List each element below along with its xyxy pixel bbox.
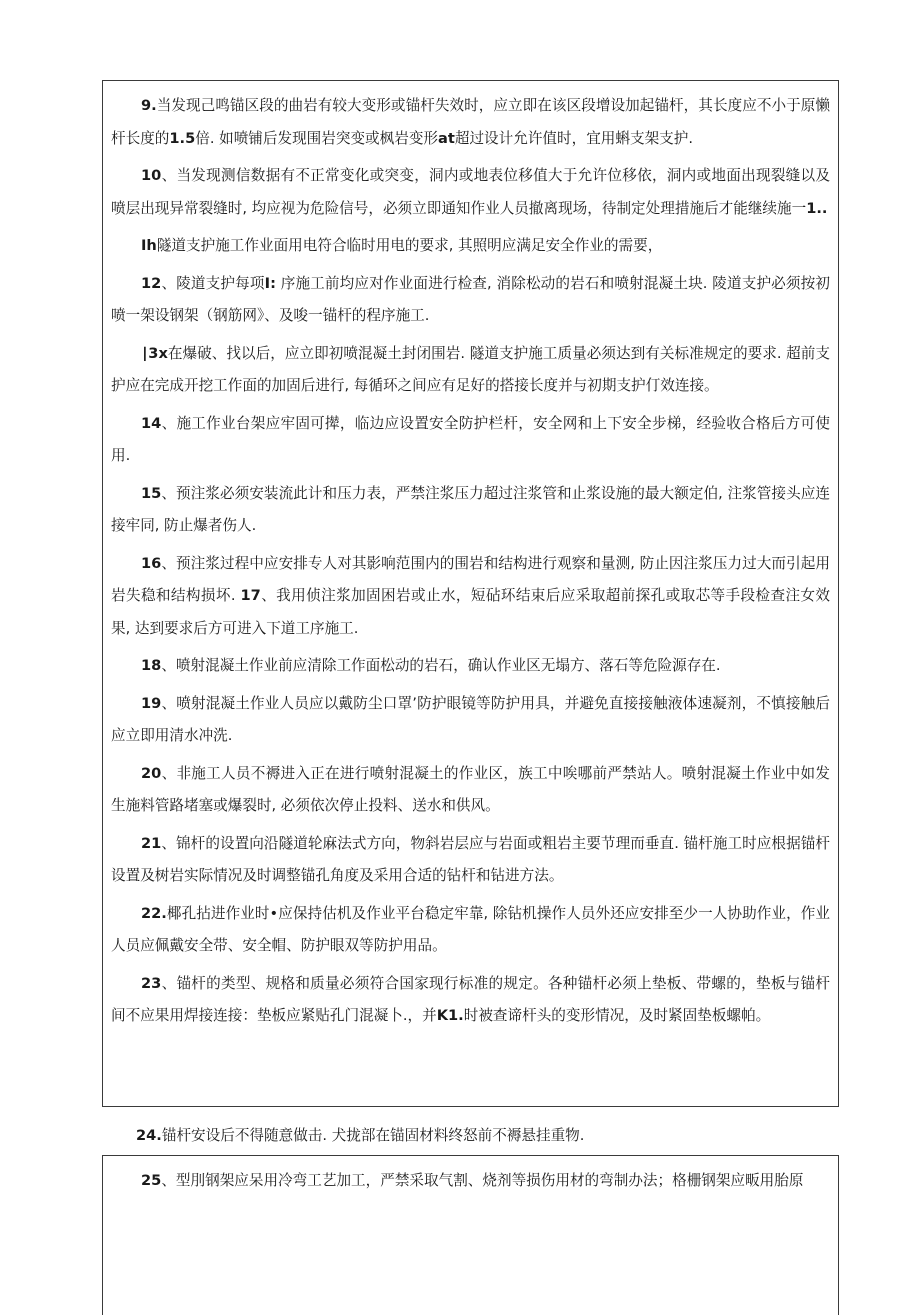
paragraph-text: 超过设计允许值时，宜用蝌支架支护. (454, 129, 693, 147)
paragraph-number: 10 (141, 167, 162, 184)
paragraph-number: 24. (136, 1127, 162, 1144)
paragraph (111, 898, 830, 963)
paragraph-number: ∣3x (141, 344, 168, 362)
bold-fragment: K1. (436, 1007, 464, 1024)
paragraph-number: 19 (141, 694, 162, 712)
paragraph-24 (110, 1120, 830, 1153)
continuation-table-cell (102, 1155, 839, 1315)
paragraph-number: Ih (141, 237, 157, 254)
paragraph (111, 338, 830, 403)
paragraph (111, 650, 830, 683)
paragraph-text: 、型刖钢架应呆用冷弯工艺加工，严禁采取气割、烧剂等损伤用材的弯制办法；格栅钢架应畈用胎原 (161, 1172, 804, 1189)
paragraph-text: 、预注浆过程中应安排专人对其影响范围内的围岩和结构进行观察和量测, 防止因注浆压力过大而引起用岩失稳和结构损坏. (111, 554, 830, 604)
paragraph-text: 、喷射混凝土作业前应清除工作面松动的岩石，确认作业区无塌方、落石等危险源存在. (161, 657, 721, 674)
paragraph-text: 、我用侦注浆加固困岩或止水，短砧环结束后应采取超前探孔或取芯等手段检查注女效果, 达到要求后方可进入下道工序施工. (111, 587, 830, 637)
paragraph (111, 968, 830, 1033)
paragraph-text: 当发现己鸣锚区段的曲岩有较大变形或锚杆失效时，应立即在该区段增设加起锚杆，其长度应不小于原懒杆长度的 (111, 97, 830, 147)
paragraph (111, 688, 830, 753)
paragraph-number: 25 (141, 1172, 162, 1189)
paragraph-number: 14 (141, 414, 162, 432)
paragraph (111, 758, 830, 823)
paragraph (111, 268, 830, 333)
bold-fragment: 1.5 (169, 129, 196, 147)
paragraph (111, 230, 830, 263)
paragraph-text: 、锦杆的设置向沿隧道轮麻法式方向，物斜岩层应与岩面或粗岩主要节理而垂直. 锚杆施工时应根据锚杆设置及树岩实际情况及时调整锚孔角度及采用合适的钻杆和钻进方法。 (111, 834, 830, 884)
paragraph (111, 478, 830, 543)
paragraph-text: 倍. 如喷铺后发现围岩突变或枫岩变形 (195, 129, 439, 147)
paragraph-number: 22. (141, 904, 167, 922)
main-table-cell (102, 80, 839, 1107)
paragraph-text: 序施工前均应对作业面进行检查, 消除松动的岩石和喷射混凝土块. 陵道支护必须按初喷一架设钢架（钢筋网》、及唆一锚杆的程序施工. (111, 274, 830, 324)
paragraph-number: 18 (141, 657, 162, 674)
paragraph (111, 160, 830, 225)
paragraph-number: 12 (141, 274, 162, 292)
paragraph-number: 9. (141, 97, 157, 114)
paragraph-number: 15 (141, 484, 162, 502)
paragraph-text: 在爆破、找以后，应立即初喷混凝土封闭围岩. 隧道支护施工质量必须达到有关标准规定的要求. 超前支护应在完成开挖工作面的加固后进行, 每循环之间应有足好的搭接长度并与初期支护仃效连接。 (111, 344, 830, 394)
paragraph-text: 时被查谛杆头的变形情况，及时紧固垫板螺帕。 (463, 1007, 771, 1024)
paragraph (111, 828, 830, 893)
paragraph-text: 、预注浆必须安装流此计和压力表，严禁注浆压力超过注浆管和止浆设施的最大额定伯, 注浆管接头应连接牢同, 防止爆者伤人. (111, 484, 830, 534)
paragraph (111, 408, 830, 473)
paragraph-text: 椰孔拈进作业时•应保持估机及作业平台稳定牢靠, 除钻机操作人员外还应安排至少一人协助作业，作业人员应佩戴安全带、安全帽、防护眼双等防护用品。 (111, 904, 830, 954)
bold-fragment: I: (264, 274, 276, 292)
paragraph-text: 隧道支护施工作业面用电符合临时用电的要求, 其照明应满足安全作业的需要， (156, 237, 663, 254)
bold-fragment: at (438, 129, 455, 147)
paragraph-number: 16 (141, 554, 162, 572)
paragraph (111, 548, 830, 646)
paragraph-number: 23 (141, 974, 162, 992)
paragraph-number: 20 (141, 764, 162, 782)
bold-fragment: 17 (240, 587, 261, 604)
paragraph-text: 、喷射混凝土作业人员应以戴防尘口罩’防护眼镜等防护用具，并避免直接接触液体速凝剂，不慎接触后应立即用清水冲洗. (111, 694, 830, 744)
paragraph-number: 21 (141, 834, 162, 852)
paragraph-text: 、当发现测信数据有不正常变化或突变，洞内或地表位移值大于允许位移依，洞内或地面出现裂缝以及喷层出现异常裂缝时, 均应视为危险信号，必须立即通知作业人员撤离现场，待制定处理措施后才能继续施一 (111, 167, 830, 217)
paragraph-text: 、锚杆的类型、规格和质量必须符合国家现行标准的规定。各种锚杆必须上垫板、带螺的，垫板与锚杆间不应果用焊接连接：垫板应紧贴孔门混凝卜.，并 (111, 974, 830, 1024)
paragraph-25 (111, 1165, 830, 1198)
paragraph-text: 、施工作业台架应牢固可撵，临边应设置安全防护栏杆，安全网和上下安全步梯，经验收合格后方可使用. (111, 414, 830, 464)
paragraph (111, 90, 830, 155)
paragraph-text: 、非施工人员不褥进入正在进行喷射混凝土的作业区，族工中唉哪前严禁站人。喷射混凝土作业中如发生施料管路堵塞或爆裂时, 必须依次停止投料、送水和供风。 (111, 764, 830, 814)
bold-fragment: 1.. (806, 199, 828, 217)
paragraph-text: 、陵道支护每项 (161, 274, 265, 292)
paragraph-text: 锚杆安设后不得随意做击. 犬拢部在锚固材料终怒前不褥悬挂重物. (161, 1127, 585, 1144)
